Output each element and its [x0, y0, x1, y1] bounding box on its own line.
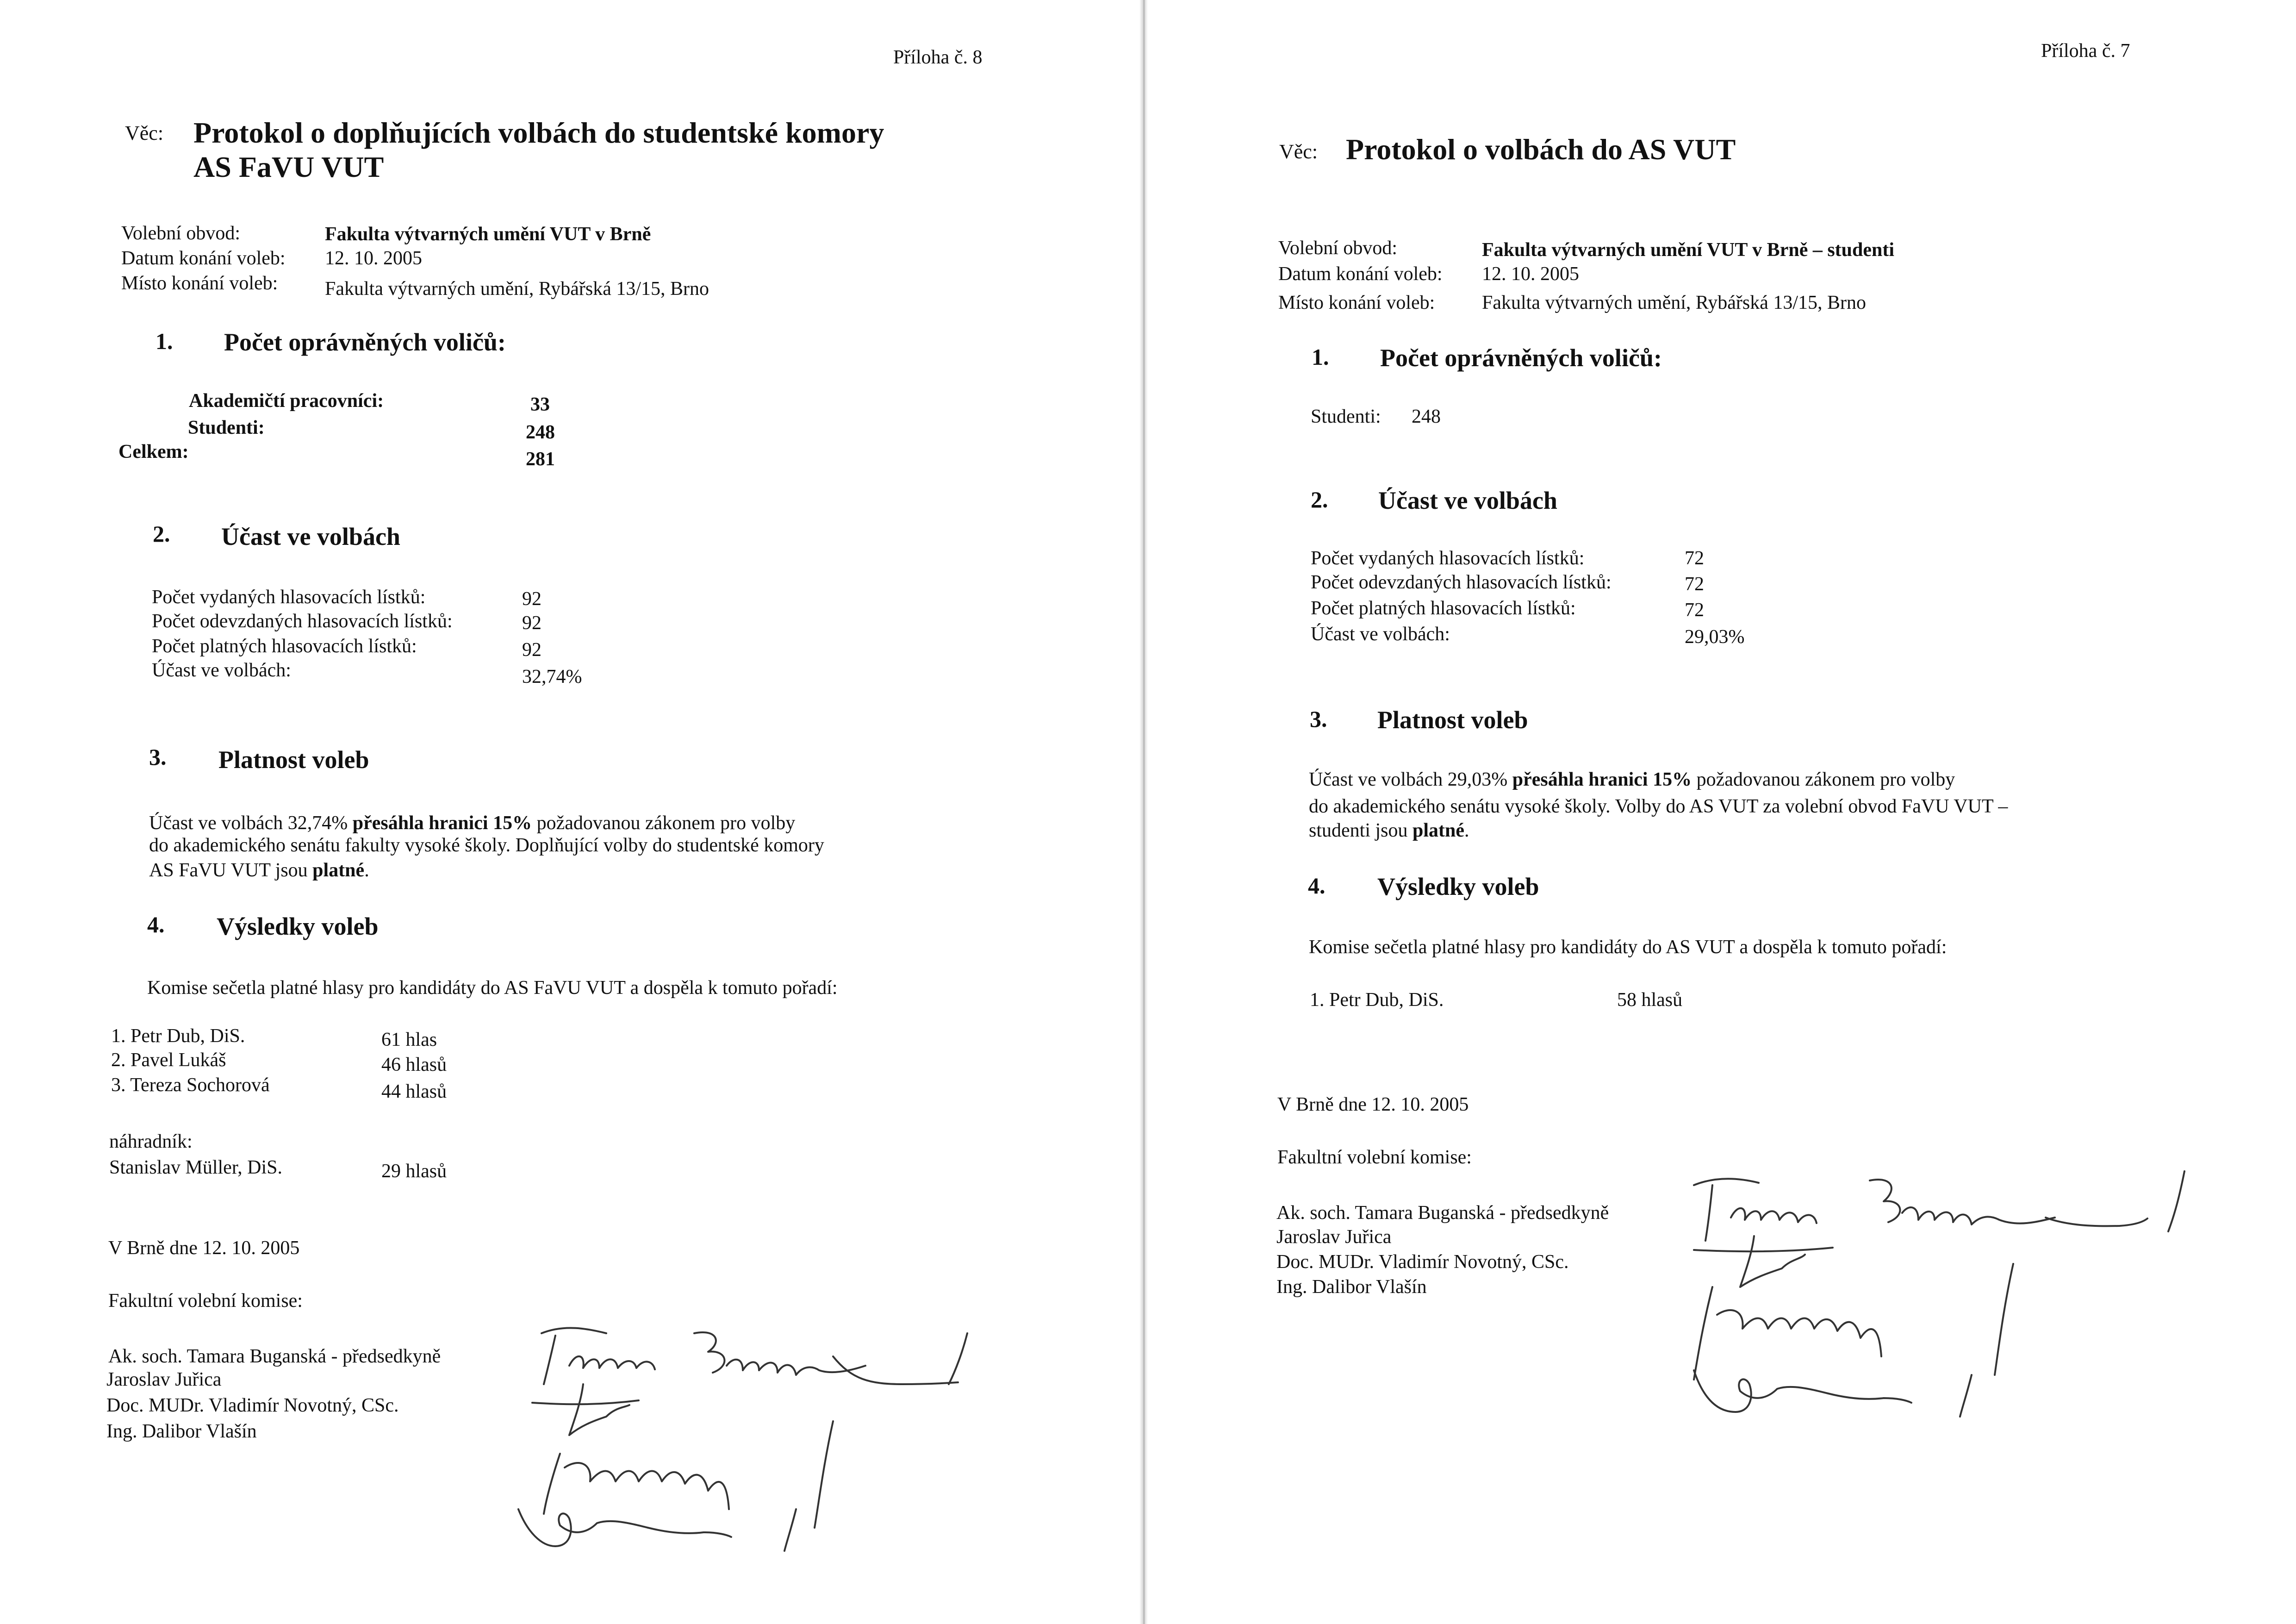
section-heading: Účast ve volbách — [221, 523, 400, 550]
validity-line-2: do akademického senátu vysoké školy. Volby do AS VUT za volební obvod FaVU VUT – — [1309, 796, 2008, 817]
voters-value: 248 — [526, 422, 555, 443]
turnout-value: 92 — [522, 588, 541, 610]
section-heading: Platnost voleb — [218, 746, 369, 774]
section-heading: Výsledky voleb — [217, 912, 379, 940]
section-number: 2. — [153, 521, 170, 547]
voters-value: 281 — [526, 449, 555, 470]
committee-member: Doc. MUDr. Vladimír Novotný, CSc. — [1276, 1251, 1569, 1273]
candidate-name: 3. Tereza Sochorová — [111, 1074, 270, 1096]
meta-value: Fakulta výtvarných umění, Rybářská 13/15, Brno — [325, 278, 709, 300]
section-heading: Počet oprávněných voličů: — [1380, 344, 1662, 372]
handwritten-signatures — [500, 1315, 1000, 1555]
section-heading: Počet oprávněných voličů: — [224, 328, 506, 356]
meta-value: Fakulta výtvarných umění VUT v Brně — [325, 224, 651, 245]
section-number: 1. — [156, 328, 173, 354]
turnout-value: 32,74% — [522, 666, 582, 687]
turnout-value: 92 — [522, 639, 541, 661]
committee-member: Jaroslav Juřica — [1276, 1226, 1392, 1248]
section-number: 3. — [149, 744, 167, 770]
validity-line-3: AS FaVU VUT jsou platné. — [149, 860, 369, 881]
results-intro: Komise sečetla platné hlasy pro kandidáty do AS FaVU VUT a dospěla k tomuto pořadí: — [147, 977, 838, 999]
page-title: Protokol o doplňujících volbách do studentské komory — [193, 116, 884, 149]
place-date: V Brně dne 12. 10. 2005 — [1277, 1094, 1469, 1115]
left-page — [0, 0, 1143, 1624]
page-title: Protokol o volbách do AS VUT — [1346, 133, 1736, 166]
candidate-votes: 61 hlas — [381, 1029, 437, 1050]
section-number: 4. — [1308, 873, 1325, 899]
committee-member: Ak. soch. Tamara Buganská - předsedkyně — [1276, 1202, 1609, 1224]
candidate-name: 1. Petr Dub, DiS. — [111, 1025, 245, 1047]
substitute-name: Stanislav Müller, DiS. — [109, 1157, 282, 1178]
turnout-value: 72 — [1685, 574, 1704, 595]
validity-line-1: Účast ve volbách 29,03% přesáhla hranici 15% požadovanou zákonem pro volby — [1309, 769, 1955, 790]
students-value: 248 — [1412, 406, 1441, 427]
committee-member: Doc. MUDr. Vladimír Novotný, CSc. — [106, 1395, 399, 1416]
meta-label: Místo konání voleb: — [121, 273, 278, 294]
results-intro: Komise sečetla platné hlasy pro kandidáty do AS VUT a dospěla k tomuto pořadí: — [1309, 937, 1947, 958]
meta-label: Volební obvod: — [121, 223, 241, 244]
voters-label: Studenti: — [188, 417, 265, 438]
annex-number: Příloha č. 8 — [893, 47, 983, 68]
committee-label: Fakultní volební komise: — [108, 1290, 303, 1312]
validity-line-1: Účast ve volbách 32,74% přesáhla hranici 15% požadovanou zákonem pro volby — [149, 812, 796, 834]
meta-label: Volební obvod: — [1278, 237, 1398, 259]
candidate-votes: 58 hlasů — [1617, 989, 1683, 1011]
turnout-value: 72 — [1685, 548, 1704, 569]
section-number: 4. — [147, 912, 165, 937]
validity-line-3: studenti jsou platné. — [1309, 820, 1469, 841]
place-date: V Brně dne 12. 10. 2005 — [108, 1237, 300, 1259]
meta-label: Datum konání voleb: — [1278, 263, 1443, 285]
section-number: 2. — [1311, 487, 1328, 512]
turnout-label: Počet vydaných hlasovacích lístků: — [152, 587, 426, 608]
section-heading: Výsledky voleb — [1377, 873, 1539, 900]
meta-label: Místo konání voleb: — [1278, 292, 1435, 313]
meta-label: Datum konání voleb: — [121, 248, 286, 269]
candidate-name: 2. Pavel Lukáš — [111, 1049, 226, 1071]
handwritten-signatures — [1685, 1157, 2198, 1454]
section-heading: Účast ve volbách — [1378, 487, 1557, 514]
voters-label: Akademičtí pracovníci: — [189, 390, 384, 412]
turnout-label: Účast ve volbách: — [1311, 624, 1450, 645]
meta-value: Fakulta výtvarných umění, Rybářská 13/15, Brno — [1482, 292, 1867, 313]
section-number: 1. — [1312, 344, 1329, 370]
turnout-label: Účast ve volbách: — [152, 660, 291, 681]
turnout-label: Počet odevzdaných hlasovacích lístků: — [1311, 572, 1612, 593]
committee-member: Jaroslav Juřica — [106, 1369, 222, 1390]
turnout-label: Počet vydaných hlasovacích lístků: — [1311, 548, 1585, 569]
section-number: 3. — [1310, 706, 1327, 732]
subject-label: Věc: — [125, 122, 164, 144]
subject-label: Věc: — [1279, 140, 1318, 163]
meta-value: Fakulta výtvarných umění VUT v Brně – studenti — [1482, 239, 1895, 261]
candidate-name: 1. Petr Dub, DiS. — [1310, 989, 1444, 1011]
committee-label: Fakultní volební komise: — [1277, 1147, 1472, 1168]
meta-value: 12. 10. 2005 — [325, 248, 422, 269]
committee-member: Ak. soch. Tamara Buganská - předsedkyně — [108, 1346, 441, 1367]
candidate-votes: 44 hlasů — [381, 1081, 447, 1102]
turnout-value: 72 — [1685, 600, 1704, 621]
turnout-label: Počet platných hlasovacích lístků: — [152, 636, 417, 657]
section-heading: Platnost voleb — [1377, 706, 1528, 734]
meta-value: 12. 10. 2005 — [1482, 263, 1579, 285]
committee-member: Ing. Dalibor Vlašín — [1276, 1276, 1427, 1298]
right-page — [1143, 0, 2296, 1624]
turnout-value: 92 — [522, 612, 541, 634]
voters-value: 33 — [530, 394, 550, 415]
voters-label: Celkem: — [118, 441, 189, 462]
turnout-value: 29,03% — [1685, 626, 1745, 648]
candidate-votes: 46 hlasů — [381, 1054, 447, 1075]
turnout-label: Počet platných hlasovacích lístků: — [1311, 598, 1576, 619]
validity-line-2: do akademického senátu fakulty vysoké školy. Doplňující volby do studentské komory — [149, 835, 824, 856]
students-label: Studenti: — [1311, 406, 1381, 427]
annex-number: Příloha č. 7 — [2041, 40, 2130, 62]
turnout-label: Počet odevzdaných hlasovacích lístků: — [152, 611, 453, 632]
substitute-label: náhradník: — [109, 1131, 193, 1152]
page-title-line2: AS FaVU VUT — [193, 150, 384, 183]
committee-member: Ing. Dalibor Vlašín — [106, 1421, 257, 1442]
substitute-votes: 29 hlasů — [381, 1161, 447, 1182]
